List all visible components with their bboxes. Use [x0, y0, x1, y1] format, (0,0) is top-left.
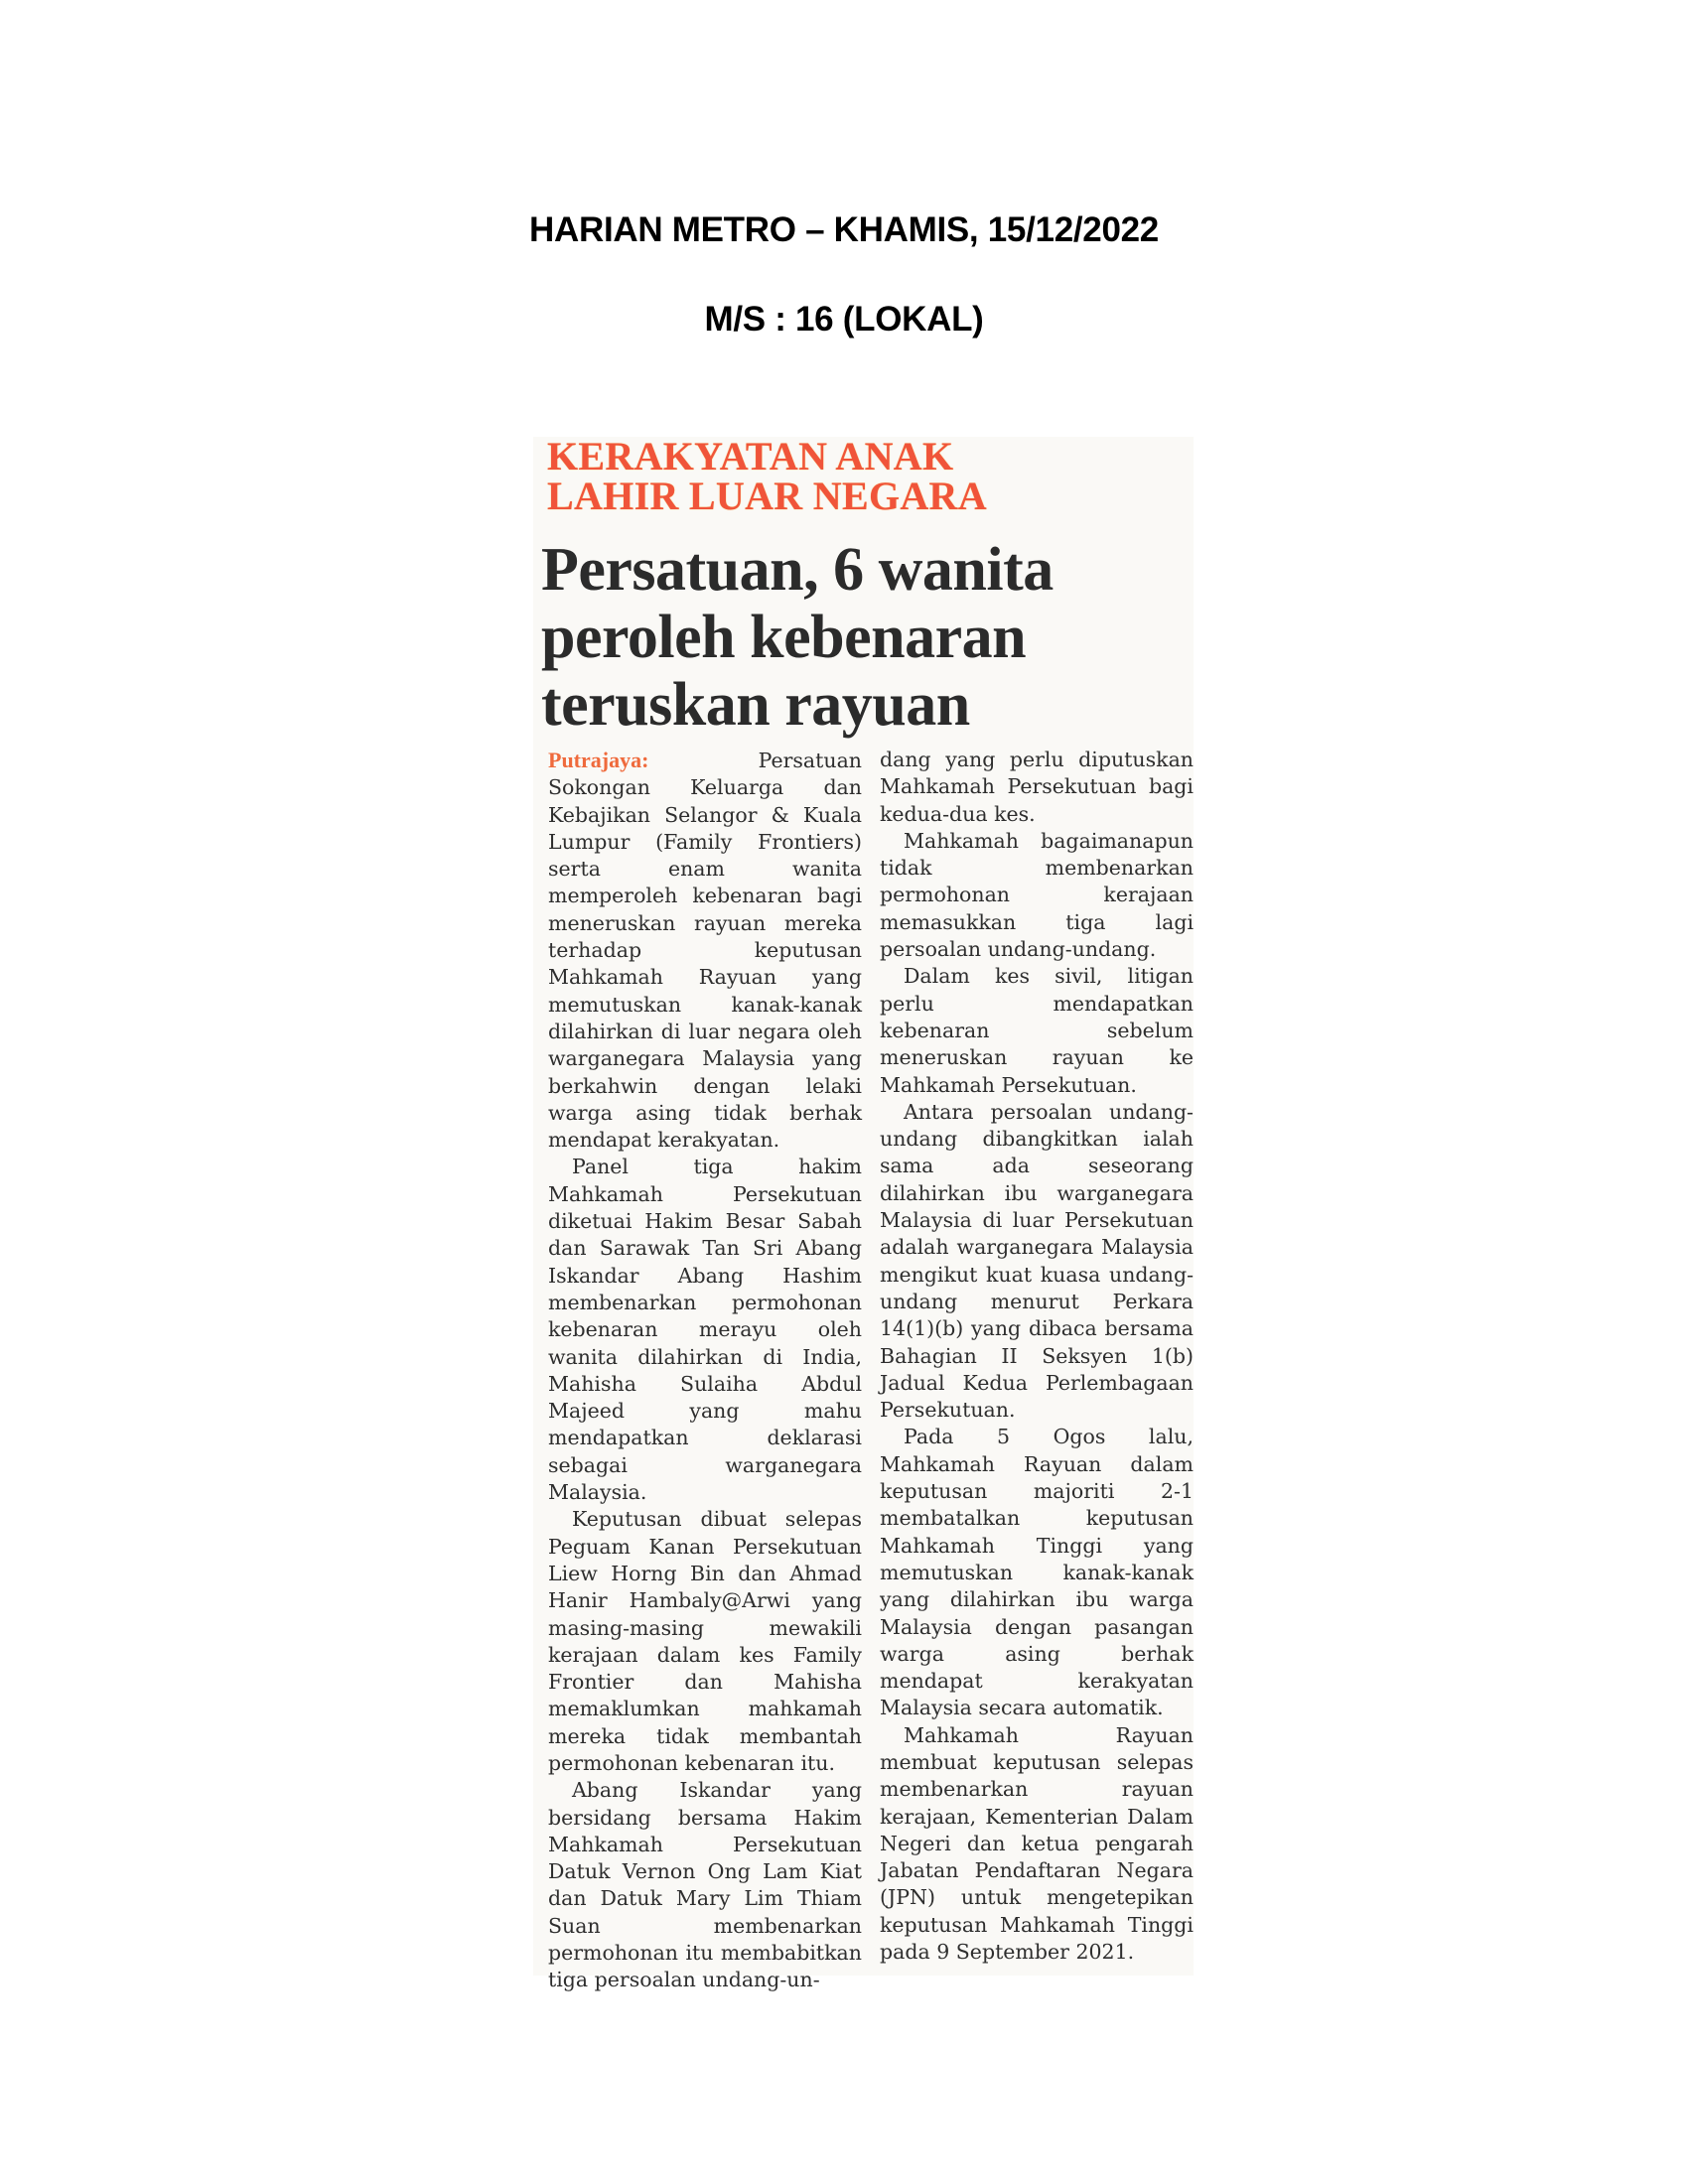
kicker-line-2: LAHIR LUAR NEGARA — [547, 474, 987, 518]
paragraph: Mahkamah bagaimanapun tidak membenarkan permohonan kerajaan memasukkan tiga lagi persoalan undang-undang. — [880, 828, 1194, 962]
paragraph: Keputusan dibuat selepas Peguam Kanan Persekutuan Liew Horng Bin dan Ahmad Hanir Hambaly@Arwi yang masing-masing mewakili kerajaan dalam kes Family Frontier dan Mahisha memaklumkan mahkamah mereka tidak membantah permohonan kebenaran itu. — [548, 1507, 862, 1775]
publication-date-line: HARIAN METRO – KHAMIS, 15/12/2022 — [529, 210, 1159, 249]
paragraph: Panel tiga hakim Mahkamah Persekutuan diketuai Hakim Besar Sabah dan Sarawak Tan Sri Abang Iskandar Abang Hashim membenarkan permohonan kebenaran merayu oleh wanita dilahirkan di India, Mahisha Sulaiha Abdul Majeed yang mahu mendapatkan deklarasi sebagai warganegara Malaysia. — [548, 1155, 862, 1505]
paragraph: Antara persoalan undang-undang dibangkitkan ialah sama ada seseorang dilahirkan ibu warganegara Malaysia di luar Persekutuan adalah warganegara Malaysia mengikut kuat kuasa undang-undang menurut Perkara 14(1)(b) yang dibaca bersama Bahagian II Seksyen 1(b) Jadual Kedua Perlembagaan Persekutuan. — [880, 1099, 1194, 1423]
newspaper-clipping — [533, 434, 1194, 1992]
article-kicker — [547, 434, 987, 518]
paragraph-text: Persatuan Sokongan Keluarga dan Kebajikan Selangor & Kuala Lumpur (Family Frontiers) serta enam wanita memperoleh kebenaran bagi meneruskan rayuan mereka terhadap keputusan Mahkamah Rayuan yang memutuskan kanak-kanak dilahirkan di luar negara oleh warganegara Malaysia yang berkahwin dengan lelaki warga asing tidak berhak mendapat kerakyatan. — [548, 749, 862, 1153]
paragraph: Abang Iskandar yang bersidang bersama Hakim Mahkamah Persekutuan Datuk Vernon Ong Lam Kiat dan Datuk Mary Lim Thiam Suan membenarkan permohonan itu membabitkan tiga persoalan undang-un- — [548, 1778, 862, 1992]
page-section-line: M/S : 16 (LOKAL) — [704, 300, 984, 339]
paragraph: Mahkamah Rayuan membuat keputusan selepas membenarkan rayuan kerajaan, Kementerian Dalam Negeri dan ketua pengarah Jabatan Pendaftaran Negara (JPN) untuk mengetepikan keputusan Mahkamah Tinggi pada 9 September 2021. — [880, 1722, 1194, 1965]
paragraph: Dalam kes sivil, litigan perlu mendapatkan kebenaran sebelum meneruskan rayuan ke Mahkamah Persekutuan. — [880, 964, 1194, 1097]
article-column-right — [880, 747, 1194, 1966]
paragraph — [548, 747, 862, 1154]
article-column-left — [548, 747, 862, 1994]
kicker-line-1: KERAKYATAN ANAK — [547, 434, 954, 478]
dateline: Putrajaya: — [548, 748, 649, 772]
article-headline: Persatuan, 6 wanita peroleh kebenaran teruskan rayuan — [541, 536, 1054, 739]
paragraph: Pada 5 Ogos lalu, Mahkamah Rayuan dalam keputusan majoriti 2-1 membatalkan keputusan Mahkamah Tinggi yang memutuskan kanak-kanak yang dilahirkan ibu warga Malaysia dengan pasangan warga asing berhak mendapat kerakyatan Malaysia secara automatik. — [880, 1425, 1194, 1720]
paragraph: dang yang perlu diputuskan Mahkamah Persekutuan bagi kedua-dua kes. — [880, 748, 1194, 826]
